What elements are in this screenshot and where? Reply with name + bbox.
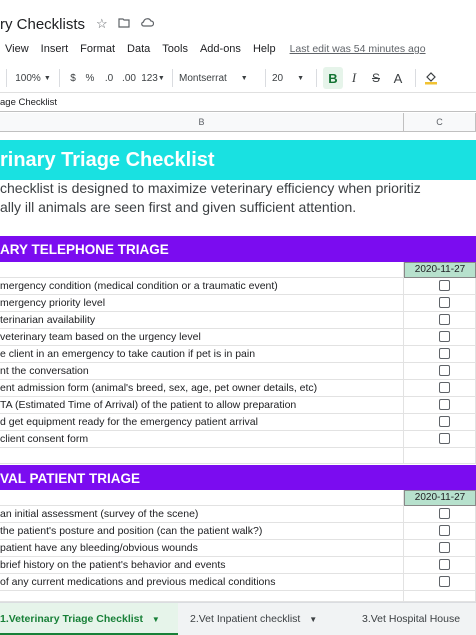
checklist-item[interactable]: terinarian availability [0,312,404,329]
checklist-row [0,312,476,329]
text-color-button[interactable]: A [393,70,403,86]
menu-data[interactable]: Data [127,43,151,55]
checklist-item[interactable]: veterinary team based on the urgency level [0,329,404,346]
empty-row [0,591,476,602]
checklist-row [0,329,476,346]
zoom-select[interactable] [13,67,53,89]
checklist-item[interactable]: client consent form [0,431,404,448]
italic-button[interactable]: I [351,70,357,85]
percent-button[interactable]: % [85,72,95,84]
checklist-row [0,574,476,591]
checklist-row [0,540,476,557]
checklist-row [0,346,476,363]
checkbox[interactable] [439,348,450,359]
date-cell[interactable]: 2020-11-27 [404,262,476,278]
section-header [0,465,476,490]
formula-value: age Checklist [0,97,58,108]
checkbox-cell [404,295,476,312]
checkbox[interactable] [439,559,450,570]
checkbox-cell [404,523,476,540]
toolbar-divider [415,69,416,87]
checkbox-cell [404,278,476,295]
checkbox-cell [404,540,476,557]
tab-label: 2.Vet Inpatient checklist [190,613,301,625]
checklist-row [0,557,476,574]
checklist-item[interactable]: e client in an emergency to take caution if pet is in pain [0,346,404,363]
star-icon[interactable]: ☆ [96,16,108,31]
checklist-row [0,397,476,414]
checkbox[interactable] [439,542,450,553]
checklist-row [0,506,476,523]
empty-cell[interactable] [0,591,404,602]
checklist-item[interactable]: an initial assessment (survey of the scene) [0,506,404,523]
chevron-down-icon[interactable]: ▼ [309,615,318,624]
more-formats-label: 123 [141,72,158,84]
checklist-item[interactable]: mergency condition (medical condition or a traumatic event) [0,278,404,295]
decrease-decimal-button[interactable]: .0 [104,72,114,84]
checklist-item[interactable]: d get equipment ready for the emergency patient arrival [0,414,404,431]
checkbox[interactable] [439,314,450,325]
checklist-item[interactable]: of any current medications and previous medical conditions [0,574,404,591]
menu-format[interactable]: Format [80,43,116,55]
toolbar-divider [59,69,60,87]
font-size-select[interactable] [272,67,310,89]
title-row [0,140,476,180]
empty-cell[interactable] [0,448,404,464]
menu-addons[interactable]: Add-ons [199,43,241,55]
checkbox-cell [404,329,476,346]
checkbox-cell [404,346,476,363]
checkbox-cell [404,557,476,574]
sheet-grid [0,132,476,602]
checklist-item[interactable]: brief history on the patient's behavior and events [0,557,404,574]
checklist-row [0,363,476,380]
date-row [0,262,476,278]
currency-button[interactable]: $ [70,72,76,84]
tab-label: 1.Veterinary Triage Checklist [0,613,143,625]
zoom-value: 100% [15,72,41,84]
chevron-down-icon[interactable]: ▼ [151,615,160,624]
checklist-item[interactable]: the patient's posture and position (can the patient walk?) [0,523,404,540]
checklist-item[interactable]: nt the conversation [0,363,404,380]
checkbox-cell [404,380,476,397]
checkbox[interactable] [439,297,450,308]
checkbox-cell [404,506,476,523]
document-title[interactable]: ry Checklists [0,16,86,33]
checkbox[interactable] [439,280,450,291]
formula-bar[interactable] [0,92,476,112]
checkbox-cell [404,574,476,591]
increase-decimal-button[interactable]: .00 [122,72,136,84]
sheet-title[interactable]: rinary Triage Checklist [0,149,215,171]
sheet-tab-bar [0,602,476,635]
checklist-item[interactable]: ent admission form (animal's breed, sex, age, pet owner details, etc) [0,380,404,397]
empty-cell[interactable] [404,448,476,464]
checkbox-cell [404,363,476,380]
strikethrough-button[interactable]: S [371,71,380,85]
empty-row [0,448,476,464]
checklist-row [0,523,476,540]
font-size-value: 20 [272,72,284,84]
section-header [0,236,476,262]
checkbox[interactable] [439,576,450,587]
checkbox[interactable] [439,382,450,393]
empty-cell[interactable] [404,591,476,602]
more-formats-button[interactable] [140,67,166,89]
checklist-item[interactable]: TA (Estimated Time of Arrival) of the patient to allow preparation [0,397,404,414]
chevron-down-icon: ▼ [43,74,51,82]
folder-move-icon[interactable] [118,17,130,31]
tab-vet-inpatient-checklist[interactable] [178,603,350,635]
checkbox[interactable] [439,433,450,444]
cloud-status-icon[interactable] [140,17,154,31]
title-bar [0,0,476,38]
checkbox[interactable] [439,365,450,376]
toolbar-divider [6,69,7,87]
last-edit-link[interactable]: Last edit was 54 minutes ago [289,43,426,55]
column-headers [0,113,476,132]
bold-button[interactable]: B [323,67,343,89]
font-select[interactable] [179,67,259,89]
toolbar [0,64,476,92]
tab-label: 3.Vet Hospital House [362,613,461,625]
checklist-row [0,295,476,312]
date-row [0,490,476,506]
checkbox-cell [404,397,476,414]
toolbar-divider [265,69,266,87]
menu-view[interactable]: View [5,43,29,55]
chevron-down-icon: ▼ [297,74,305,82]
checkbox[interactable] [439,525,450,536]
checklist-item[interactable]: patient have any bleeding/obvious wounds [0,540,404,557]
intro-line[interactable]: ally ill animals are seen first and given sufficient attention. [0,199,357,215]
title-icons [96,17,154,31]
checkbox-cell [404,312,476,329]
fill-color-icon[interactable] [422,67,440,89]
checkbox-cell [404,431,476,448]
checkbox-cell [404,414,476,431]
checklist-item[interactable]: mergency priority level [0,295,404,312]
chevron-down-icon: ▼ [157,74,165,82]
chevron-down-icon: ▼ [240,74,248,82]
section-label[interactable]: VAL PATIENT TRIAGE [0,471,141,486]
column-header-b[interactable]: B [0,113,404,132]
intro-line[interactable]: checklist is designed to maximize veterinary efficiency when prioritiz [0,180,421,196]
checklist-row [0,431,476,448]
menu-help[interactable]: Help [252,43,276,55]
checklist-row [0,380,476,397]
tab-vet-hospital-house[interactable] [350,603,476,635]
toolbar-divider [172,69,173,87]
empty-cell[interactable] [0,262,404,278]
empty-cell[interactable] [0,490,404,506]
checkbox[interactable] [439,331,450,342]
section-label[interactable]: ARY TELEPHONE TRIAGE [0,242,169,257]
checkbox[interactable] [439,416,450,427]
tab-veterinary-triage-checklist[interactable] [0,603,178,635]
checklist-row [0,414,476,431]
column-header-c[interactable]: C [404,113,476,132]
menu-bar [0,38,476,60]
date-cell[interactable]: 2020-11-27 [404,490,476,506]
checklist-row [0,278,476,295]
checkbox[interactable] [439,508,450,519]
menu-insert[interactable]: Insert [40,43,69,55]
toolbar-divider [316,69,317,87]
checkbox[interactable] [439,399,450,410]
font-value: Montserrat [179,72,227,84]
menu-tools[interactable]: Tools [162,43,188,55]
